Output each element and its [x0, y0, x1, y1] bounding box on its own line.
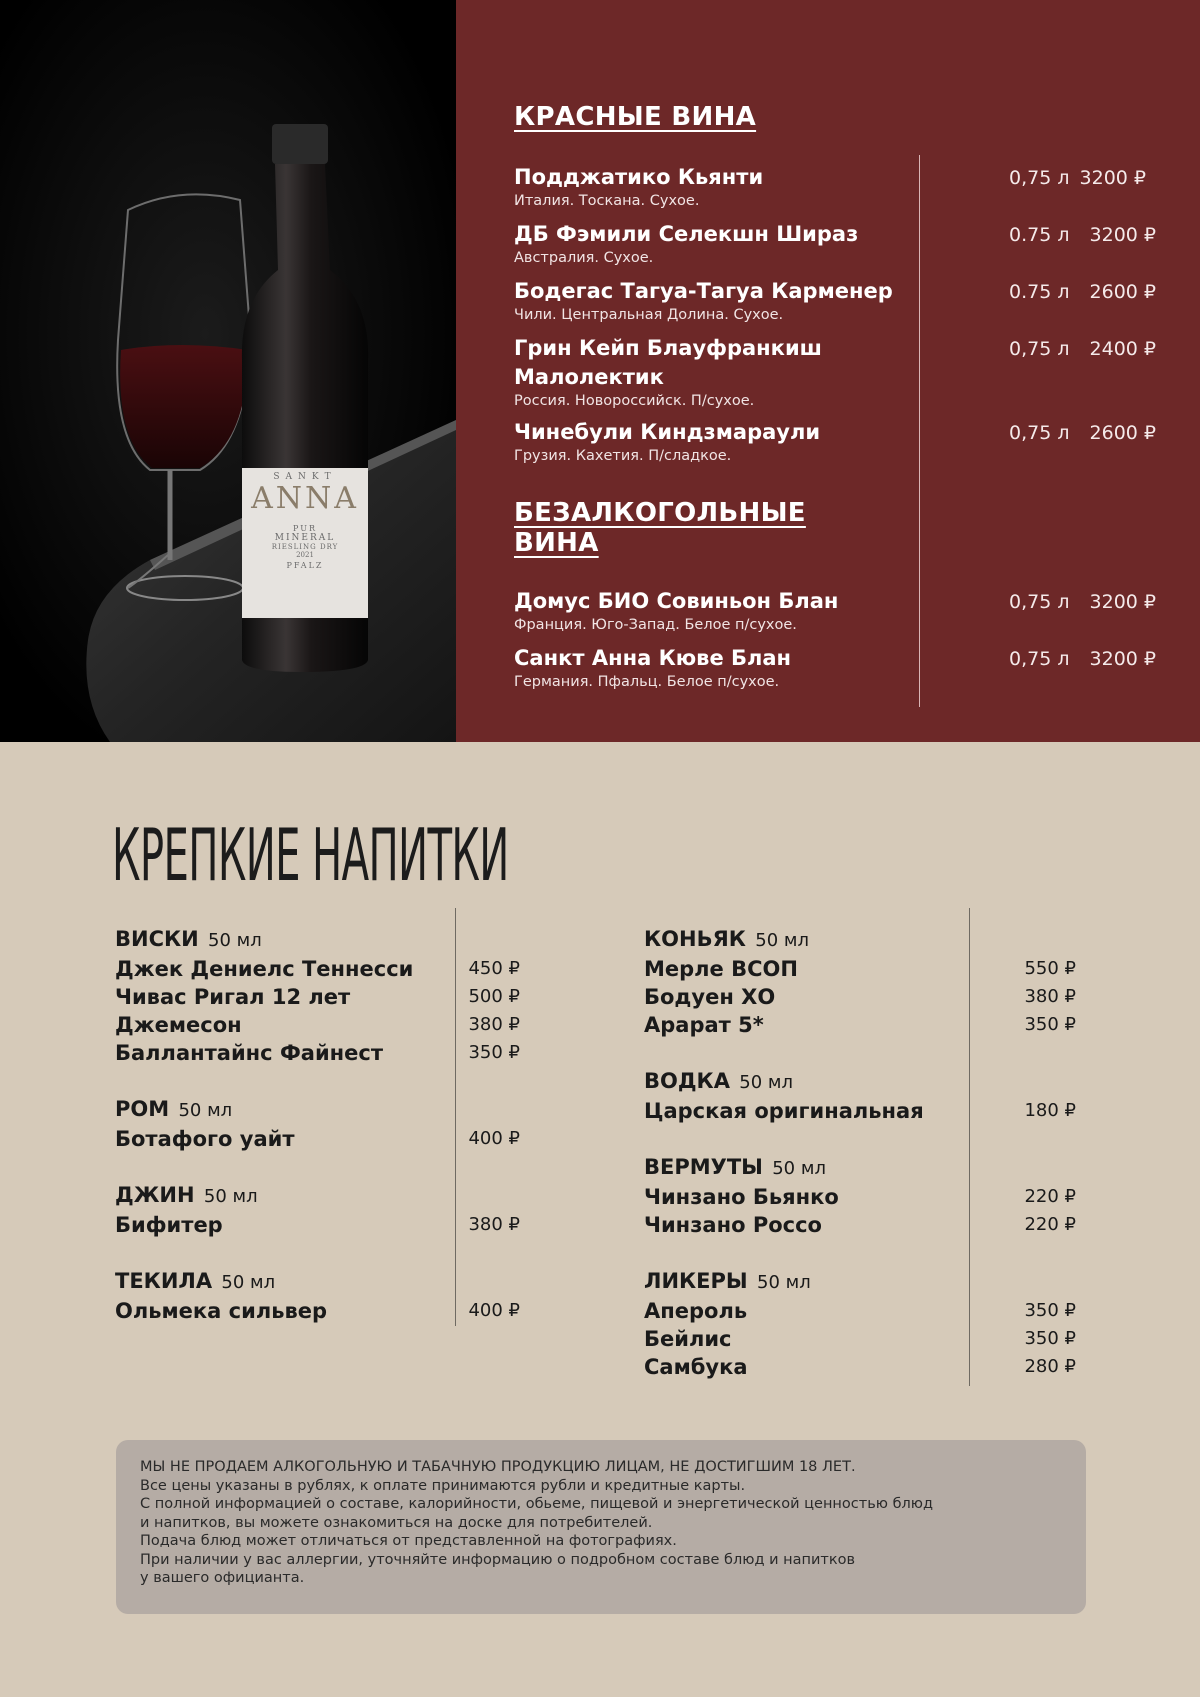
item-price: 350 ₽	[468, 1042, 520, 1063]
menu-item	[644, 1097, 1084, 1125]
category-unit: 50 мл	[757, 1272, 811, 1293]
item-name: Чинзано Бьянко	[644, 1185, 839, 1209]
category-name: ДЖИН	[115, 1183, 195, 1207]
wine-item	[514, 163, 1200, 210]
spirits-left-column	[115, 925, 545, 1325]
label-line5: PFALZ	[286, 561, 324, 570]
item-name: Бифитер	[115, 1213, 223, 1237]
item-name: Баллантайнс Файнест	[115, 1041, 384, 1065]
category-name: РОМ	[115, 1097, 170, 1121]
item-price: 280 ₽	[1024, 1356, 1076, 1377]
label-line2: MINERAL	[274, 533, 336, 543]
heading-line: ВИНА	[514, 528, 599, 558]
menu-item	[644, 1325, 1084, 1353]
item-name: Бодуен ХО	[644, 985, 776, 1009]
menu-item	[644, 1211, 1084, 1239]
wine-price: 3200 ₽	[1089, 591, 1156, 613]
category-name: ЛИКЕРЫ	[644, 1269, 748, 1293]
notice-line: С полной информацией о составе, калорийности, обьеме, пищевой и энергетической ценностью блюд	[140, 1496, 934, 1512]
wine-volume: 0,75 л	[1009, 591, 1070, 613]
label-line4: 2021	[296, 551, 314, 559]
category-rum	[115, 1095, 545, 1125]
item-name: Мерле ВСОП	[644, 957, 798, 981]
label-line3: RIESLING DRY	[271, 543, 339, 551]
notice-line: МЫ НЕ ПРОДАЕМ АЛКОГОЛЬНУЮ И ТАБАЧНУЮ ПРОДУКЦИЮ ЛИЦАМ, НЕ ДОСТИГШИМ 18 ЛЕТ.	[140, 1459, 856, 1475]
notice-line: Подача блюд может отличаться от представленной на фотографиях.	[140, 1533, 677, 1549]
category-unit: 50 мл	[208, 930, 262, 951]
wine-volume: 0,75 л	[1009, 167, 1070, 189]
wine-section	[0, 0, 1200, 742]
item-name: Самбука	[644, 1355, 748, 1379]
wine-desc: Австралия. Сухое.	[514, 250, 654, 266]
category-cognac	[644, 925, 1084, 955]
category-name: ТЕКИЛА	[115, 1269, 213, 1293]
wine-price: 3200 ₽	[1079, 167, 1146, 189]
menu-item	[115, 1297, 545, 1325]
item-name: Арарат 5*	[644, 1013, 764, 1037]
menu-item	[115, 1039, 545, 1067]
category-name: ВОДКА	[644, 1069, 730, 1093]
category-unit: 50 мл	[203, 1186, 258, 1207]
notice-line: При наличии у вас аллергии, уточняйте информацию о подробном составе блюд и напитков	[140, 1551, 856, 1568]
bottle-label	[242, 472, 368, 570]
item-price: 350 ₽	[1024, 1328, 1076, 1349]
wine-name: Грин Кейп Блауфранкиш Малолектик	[514, 336, 822, 389]
spirits-right-column	[644, 925, 1084, 1381]
category-gin	[115, 1181, 545, 1211]
item-price: 180 ₽	[1024, 1100, 1076, 1121]
item-price: 550 ₽	[1024, 958, 1076, 979]
category-tequila	[115, 1267, 545, 1297]
item-price: 220 ₽	[1024, 1186, 1076, 1207]
wine-volume: 0.75 л	[1009, 224, 1070, 246]
item-price: 220 ₽	[1024, 1214, 1076, 1235]
item-price: 350 ₽	[1024, 1300, 1076, 1321]
heading-line: БЕЗАЛКОГОЛЬНЫЕ	[514, 498, 806, 528]
menu-item	[644, 1011, 1084, 1039]
wine-name: Домус БИО Совиньон Блан	[514, 589, 839, 613]
wine-list-panel	[456, 0, 1200, 742]
wine-photo	[0, 0, 456, 742]
legal-notice	[116, 1440, 1086, 1614]
label-top: SANKT	[273, 472, 337, 482]
menu-item	[644, 955, 1084, 983]
item-name: Апероль	[644, 1299, 748, 1323]
wine-price: 2400 ₽	[1089, 338, 1156, 360]
wine-price: 2600 ₽	[1089, 281, 1156, 303]
item-price: 350 ₽	[1024, 1014, 1076, 1035]
wine-desc: Италия. Тоскана. Сухое.	[514, 193, 700, 209]
item-name: Чинзано Россо	[644, 1213, 822, 1237]
menu-item	[644, 1353, 1084, 1381]
wine-item	[514, 277, 1200, 324]
spirits-heading: КРЕПКИЕ НАПИТКИ	[112, 813, 509, 897]
menu-item	[644, 1183, 1084, 1211]
category-liqueur	[644, 1267, 1084, 1297]
wine-price: 3200 ₽	[1089, 648, 1156, 670]
menu-item	[115, 983, 545, 1011]
non-alcoholic-wines-heading	[514, 498, 854, 558]
wine-item	[514, 220, 1200, 267]
notice-line: и напитков, вы можете ознакомиться на доске для потребителей.	[140, 1514, 653, 1531]
wine-desc: Чили. Центральная Долина. Сухое.	[514, 307, 784, 323]
wine-item	[514, 418, 1200, 465]
wine-price: 3200 ₽	[1089, 224, 1156, 246]
item-name: Джемесон	[115, 1013, 242, 1037]
wine-name: Чинебули Киндзмараули	[514, 420, 821, 444]
menu-item	[115, 955, 545, 983]
menu-item	[115, 1211, 545, 1239]
category-name: КОНЬЯК	[644, 927, 746, 951]
wine-name: Подджатико Кьянти	[514, 165, 764, 189]
item-price: 380 ₽	[468, 1014, 520, 1035]
menu-item	[644, 1297, 1084, 1325]
category-whisky	[115, 925, 545, 955]
wine-volume: 0,75 л	[1009, 648, 1070, 670]
category-name: ВЕРМУТЫ	[644, 1155, 763, 1179]
item-price: 400 ₽	[468, 1128, 520, 1149]
category-unit: 50 мл	[178, 1100, 233, 1121]
item-name: Ольмека сильвер	[115, 1299, 328, 1323]
notice-line: у вашего официанта.	[140, 1570, 305, 1586]
wine-volume: 0,75 л	[1009, 422, 1070, 444]
wine-name: Санкт Анна Кюве Блан	[514, 646, 792, 670]
wine-desc: Германия. Пфальц. Белое п/сухое.	[514, 674, 780, 690]
item-name: Джек Дениелс Теннесси	[115, 957, 414, 981]
wine-desc: Грузия. Кахетия. П/сладкое.	[514, 448, 732, 464]
menu-item	[115, 1125, 545, 1153]
category-vodka	[644, 1067, 1084, 1097]
item-name: Бейлис	[644, 1327, 732, 1351]
category-unit: 50 мл	[772, 1158, 826, 1179]
item-name: Ботафого уайт	[115, 1127, 295, 1151]
category-vermouth	[644, 1153, 1084, 1183]
wine-item	[514, 644, 1200, 691]
wine-item	[514, 334, 1200, 410]
category-unit: 50 мл	[755, 930, 809, 951]
wine-desc: Россия. Новороссийск. П/сухое.	[514, 393, 755, 409]
menu-item	[644, 983, 1084, 1011]
item-price: 450 ₽	[468, 958, 520, 979]
item-price: 380 ₽	[1024, 986, 1076, 1007]
notice-line: Все цены указаны в рублях, к оплате принимаются рубли и кредитные карты.	[140, 1477, 746, 1494]
item-name: Царская оригинальная	[644, 1099, 924, 1123]
red-wines-heading: КРАСНЫЕ ВИНА	[514, 102, 757, 132]
wine-volume: 0.75 л	[1009, 281, 1070, 303]
category-name: ВИСКИ	[115, 927, 199, 951]
wine-price: 2600 ₽	[1089, 422, 1156, 444]
label-brand: ANNA	[251, 481, 359, 516]
wine-volume: 0,75 л	[1009, 338, 1070, 360]
wine-name: Бодегас Тагуа-Тагуа Карменер	[514, 279, 893, 303]
category-unit: 50 мл	[739, 1072, 794, 1093]
item-price: 380 ₽	[468, 1214, 520, 1235]
wine-desc: Франция. Юго-Запад. Белое п/сухое.	[514, 617, 797, 633]
item-price: 400 ₽	[468, 1300, 520, 1321]
item-name: Чивас Ригал 12 лет	[115, 985, 351, 1009]
wine-item	[514, 587, 1200, 634]
menu-item	[115, 1011, 545, 1039]
label-line1: PUR	[292, 524, 317, 533]
category-unit: 50 мл	[221, 1272, 276, 1293]
wine-name: ДБ Фэмили Селекшн Шираз	[514, 222, 859, 246]
item-price: 500 ₽	[468, 986, 520, 1007]
